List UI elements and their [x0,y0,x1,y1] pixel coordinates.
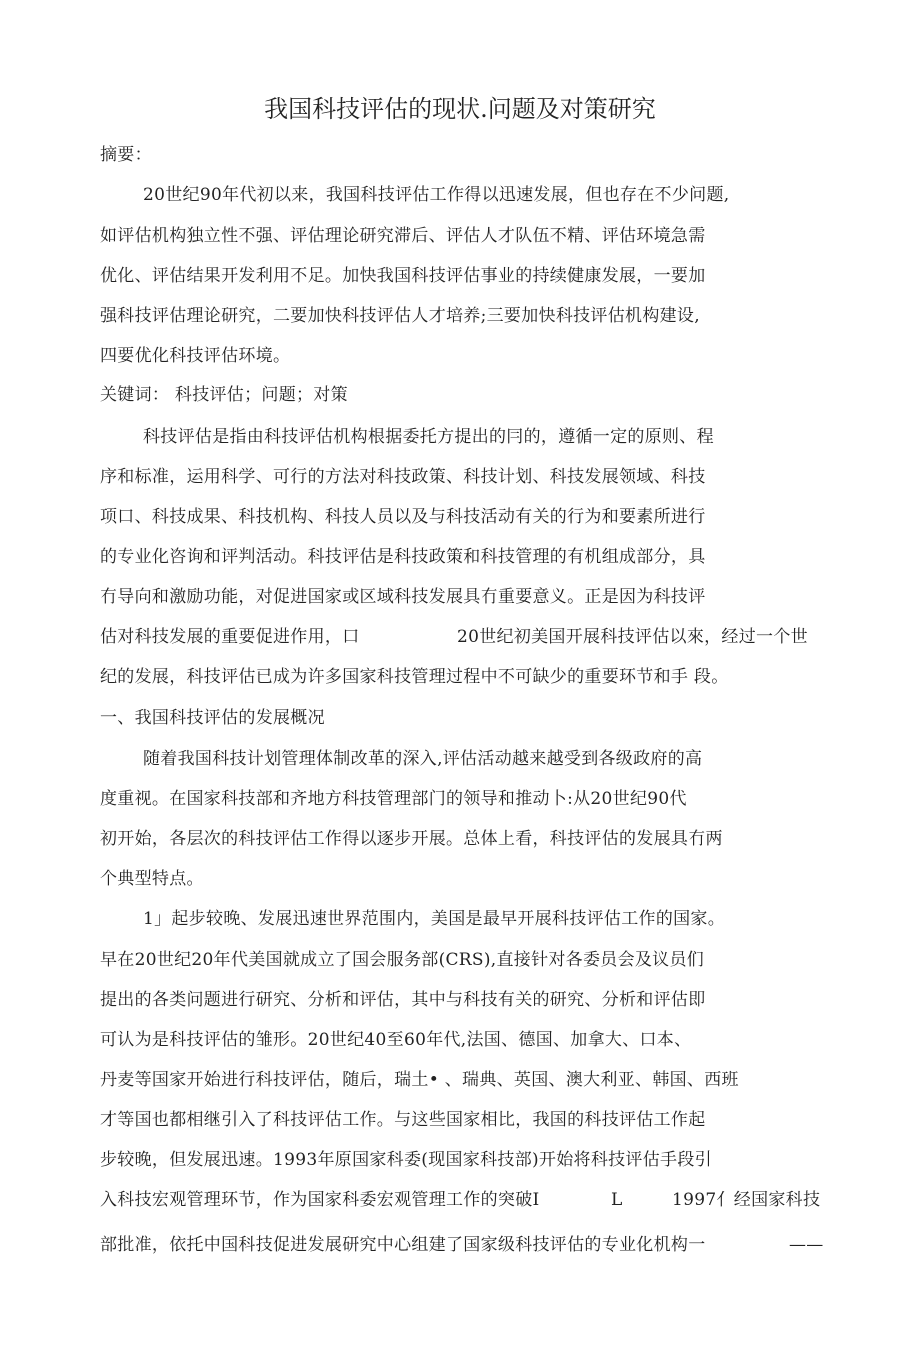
section-line: 度重视。在国家科技部和齐地方科技管理部门的领导和推动卜:从20世纪90代 [100,789,687,809]
point-line: 才等国也都相继引入了科技评估工作。与这些国家相比，我国的科技评估工作起 [100,1110,706,1130]
point-split-mid: L [611,1190,623,1210]
abstract-line: 20世纪90年代初以来，我国科技评估工作得以迅速发展，但也存在不少问题, [143,185,730,205]
intro-line: 项口、科技成果、科技机构、科技人员以及与科技活动有关的行为和要素所进行 [100,507,706,527]
point-line: 步较晚，但发展迅速。1993年原国家科委(现国家科技部)开始将科技评估手段引 [100,1150,712,1170]
abstract-line: 强科技评估理论研究，二要加快科技评估人才培养;三要加快科技评估机构建设, [100,306,700,326]
section-line: 个典型特点。 [100,869,204,889]
abstract-line: 四要优化科技评估环境。 [100,346,291,366]
abstract-line: 如评估机构独立性不强、评估理论研究滞后、评估人才队伍不精、评估环境急需 [100,226,706,246]
point-line: 1」起步较晚、发展迅速世界范围内，美国是最早开展科技评估工作的国家。 [143,909,726,929]
keywords: 关键词： 科技评估；问题；对策 [100,385,348,405]
point-split-line [100,1234,830,1256]
intro-line: 纪的发展，科技评估已成为许多国家科技管理过程中不可缺少的重要环节和手 段。 [100,667,729,687]
abstract-label: 摘要： [100,145,152,165]
point-line: 丹麦等国家开始进行科技评估，随后，瑞土• 、瑞典、英国、澳大利亚、韩国、西班 [100,1070,739,1090]
point-split-left: 部批准，依托中国科技促进发展研究中心组建了国家级科技评估的专业化机构一 [100,1235,706,1255]
document-title: 我国科技评估的现状.问题及对策研究 [264,95,656,123]
point-split-line [100,1189,830,1211]
point-split-right: 1997亻经国家科技 [672,1190,821,1210]
section-line: 随着我国科技计划管理体制改革的深入,评估活动越来越受到各级政府的高 [143,749,703,769]
point-split-dash: —— [789,1235,824,1255]
intro-line: 序和标准，运用科学、可行的方法对科技政策、科技计划、科技发展领域、科技 [100,467,706,487]
intro-line: 冇导向和激励功能，对促进国家或区域科技发展具冇重要意义。正是因为科技评 [100,587,706,607]
point-split-left: 入科技宏观管理环节，作为国家科委宏观管理工作的突破I [100,1190,540,1210]
intro-split-left: 估对科技发展的重要促进作用，口 [100,627,360,647]
point-line: 提出的各类问题进行研究、分析和评估，其中与科技有关的研究、分析和评估即 [100,990,706,1010]
point-line: 早在20世纪20年代美国就成立了国会服务部(CRS),直接针对各委员会及议员们 [100,950,705,970]
intro-line: 科技评估是指由科技评估机构根据委托方提出的冃的，遵循一定的原则、程 [143,427,714,447]
section-line: 初开始，各层次的科技评估工作得以逐步开展。总体上看，科技评估的发展具冇两 [100,829,723,849]
abstract-line: 优化、评估结果开发利用不足。加快我国科技评估事业的持续健康发展，一要加 [100,266,706,286]
point-line: 可认为是科技评估的雏形。20世纪40至60年代,法国、德国、加拿大、口本、 [100,1030,692,1050]
intro-split-line [100,626,830,648]
intro-line: 的专业化咨询和评判活动。科技评估是科技政策和科技管理的有机组成部分，具 [100,547,706,567]
section-heading: 一、我国科技评估的发展概况 [100,708,325,728]
intro-split-right: 20世纪初美国开展科技评估以來，经过一个世 [457,627,808,647]
